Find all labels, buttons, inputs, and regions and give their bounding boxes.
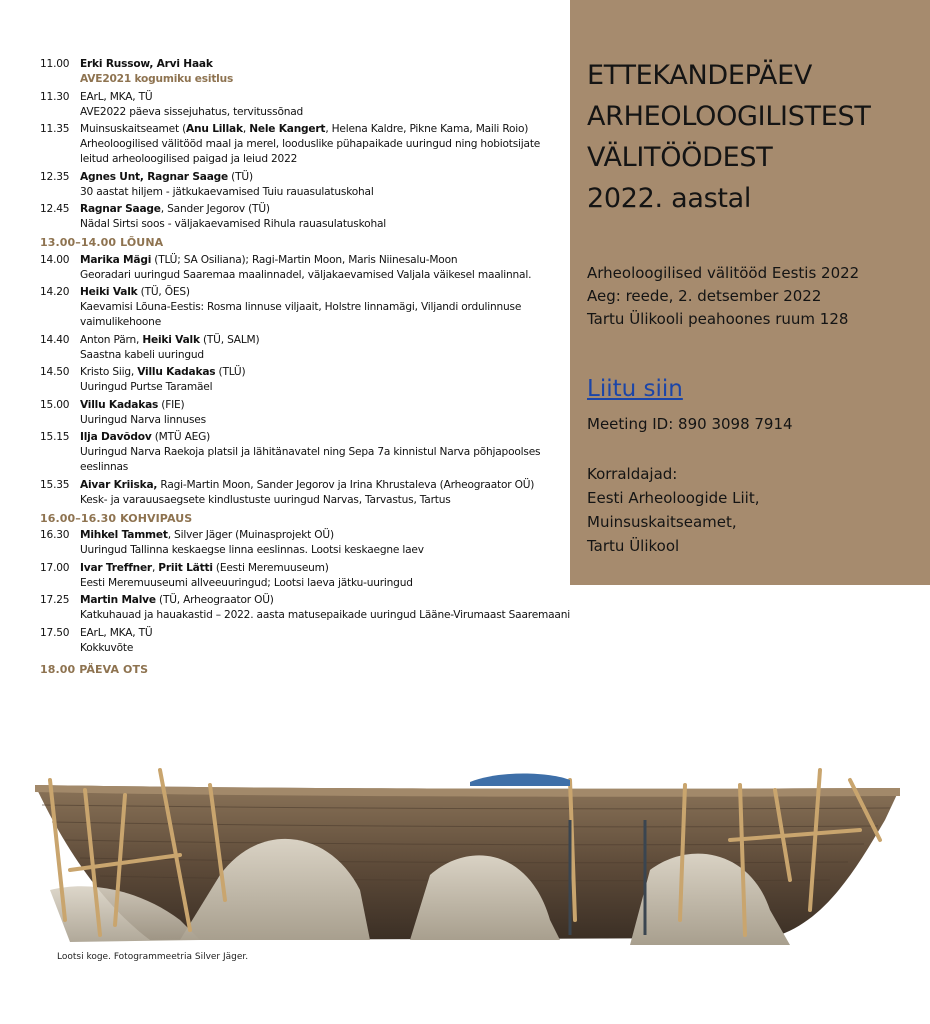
speakers: EArL, MKA, TÜ <box>80 90 153 103</box>
talk-subtitle: AVE2021 kogumiku esitlus <box>80 73 234 85</box>
schedule-item-1245 <box>40 202 570 232</box>
schedule-item-1420 <box>40 285 570 330</box>
speakers-rest: , Helena Kaldre, Pikne Kama, Maili Roio) <box>325 123 529 135</box>
time: 17.00 <box>40 561 70 574</box>
talk-title: Uuringud Tallinna keskaegse linna eeslinnas. Lootsi keskaegne laev <box>80 544 424 556</box>
speakers: Kristo Siig, <box>80 366 138 378</box>
talk-title: Uuringud Narva Raekoja platsil ja lähitänavatel ning Sepa 7a kinnistul Narva põhjapoolses eeslinnas <box>80 446 541 473</box>
organizer: Muinsuskaitseamet, <box>587 513 737 531</box>
time: 11.35 <box>40 123 70 135</box>
schedule-item-1500 <box>40 398 570 428</box>
talk-title: Georadari uuringud Saaremaa maalinnadel, väljakaevamised Valjala väikesel maalinnal. <box>80 268 532 281</box>
speaker-bold: Villu Kadakas <box>137 366 216 378</box>
meeting-id: Meeting ID: 890 3098 7914 <box>587 415 793 433</box>
schedule-item-1750 <box>40 626 570 656</box>
talk-title: 30 aastat hiljem - jätkukaevamised Tuiu rauasulatuskohal <box>80 185 374 198</box>
time: 14.20 <box>40 286 70 298</box>
talk-title: Nädal Sirtsi soos - väljakaevamised Rihula rauasulatuskohal <box>80 218 386 230</box>
shipwreck-photo <box>30 760 910 950</box>
schedule-item-1440 <box>40 333 570 363</box>
speakers-rest: (FIE) <box>158 398 185 411</box>
organizer: Tartu Ülikool <box>587 537 680 555</box>
event-location: Tartu Ülikooli peahoones ruum 128 <box>587 310 849 328</box>
time: 17.25 <box>40 594 70 606</box>
speaker-bold: Mihkel Tammet <box>80 529 168 541</box>
speakers: Muinsuskaitseamet ( <box>80 123 187 135</box>
talk-title: Kaevamisi Lõuna-Eestis: Rosma linnuse viljaait, Holstre linnamägi, Viljandi ordulinnuse vaimulikehoone <box>80 301 522 328</box>
time: 16.30 <box>40 529 70 541</box>
schedule-item-1725 <box>40 593 570 623</box>
speaker-bold: Anu Lillak <box>186 123 243 135</box>
speaker-bold: Priit Lätti <box>158 561 213 574</box>
title-line: ETTEKANDEPÄEV <box>587 60 813 91</box>
schedule-item-1400 <box>40 253 570 283</box>
speaker-bold: Ragnar Saage <box>80 203 161 215</box>
speakers-rest: (TLÜ) <box>215 366 246 378</box>
speaker-bold: Heiki Valk <box>80 286 138 298</box>
speaker-bold: Aivar Kriiska, <box>80 478 158 491</box>
schedule-item-1130 <box>40 90 570 120</box>
speaker-bold: Villu Kadakas <box>80 398 159 411</box>
schedule-item-1135 <box>40 122 570 167</box>
schedule <box>40 57 570 677</box>
talk-title: Kokkuvõte <box>80 641 134 654</box>
lunch-break: 13.00–14.00 LÕUNA <box>40 236 164 249</box>
time: 11.30 <box>40 90 70 103</box>
schedule-item-1700 <box>40 561 570 591</box>
speakers: EArL, MKA, TÜ <box>80 626 153 639</box>
organizers-label: Korraldajad: <box>587 465 678 483</box>
schedule-item-1450 <box>40 365 570 395</box>
time: 14.00 <box>40 253 70 266</box>
speakers-rest: (TÜ, ÕES) <box>137 286 190 298</box>
speakers-rest: (TÜ, Arheograator OÜ) <box>155 594 274 606</box>
schedule-item-1515 <box>40 430 570 475</box>
info-panel <box>570 0 930 585</box>
speakers-rest: (TÜ) <box>228 170 253 183</box>
speaker-bold: Ivar Treffner <box>80 561 152 574</box>
time: 17.50 <box>40 626 70 639</box>
title-line: VÄLITÖÖDEST <box>587 142 773 173</box>
speakers-rest: (TLÜ; SA Osiliana); Ragi-Martin Moon, Maris Niinesalu-Moon <box>151 253 458 266</box>
talk-title: Kesk- ja varauusaegsete kindlustuste uuringud Narvas, Tarvastus, Tartus <box>80 493 451 506</box>
schedule-item-1630 <box>40 528 570 558</box>
day-end: 18.00 PÄEVA OTS <box>40 662 149 676</box>
talk-title: Arheoloogilised välitööd maal ja merel, looduslike pühapaikade uuringud ning hobiotsijate leitud arheoloogilised paigad ja leiud 2022 <box>80 138 541 165</box>
talk-title: Uuringud Narva linnuses <box>80 413 206 426</box>
talk-title: Saastna kabeli uuringud <box>80 348 204 361</box>
event-name: Arheoloogilised välitööd Eestis 2022 <box>587 264 860 282</box>
speaker-bold: Nele Kangert <box>249 123 326 135</box>
speaker-bold: Ilja Davõdov <box>80 431 152 443</box>
speaker-bold: Heiki Valk <box>142 333 200 346</box>
organizer: Eesti Arheoloogide Liit, <box>587 489 760 507</box>
separator: , <box>242 123 250 135</box>
separator: , <box>151 561 159 574</box>
coffee-break: 16.00–16.30 KOHVIPAUS <box>40 511 193 525</box>
time: 12.45 <box>40 203 70 215</box>
time: 15.00 <box>40 398 70 411</box>
title-line: ARHEOLOOGILISTEST <box>587 101 871 132</box>
speaker-bold: Martin Malve <box>80 594 156 606</box>
time: 11.00 <box>40 58 70 70</box>
speakers: Erki Russow, Arvi Haak <box>80 58 213 70</box>
schedule-item-1100 <box>40 57 570 87</box>
speakers: Anton Pärn, <box>80 333 143 346</box>
speaker-bold: Marika Mägi <box>80 253 152 266</box>
event-info <box>587 262 927 331</box>
time: 15.15 <box>40 431 70 443</box>
talk-title: Eesti Meremuuseumi allveeuuringud; Lootsi laeva jätku-uuringud <box>80 576 413 589</box>
time: 14.50 <box>40 366 70 378</box>
speakers-rest: (TÜ, SALM) <box>199 333 260 346</box>
photo-caption: Lootsi koge. Fotogrammeetria Silver Jäger. <box>57 952 249 962</box>
event-date: Aeg: reede, 2. detsember 2022 <box>587 287 822 305</box>
time: 14.40 <box>40 333 70 346</box>
title-line: 2022. aastal <box>587 183 752 214</box>
talk-title: Katkuhauad ja hauakastid – 2022. aasta matusepaikade uuringud Lääne-Virumaast Saaremaani <box>80 609 570 621</box>
organizers <box>587 462 927 558</box>
event-title <box>587 55 927 219</box>
speakers-rest: (Eesti Meremuuseum) <box>212 561 329 574</box>
time: 12.35 <box>40 170 70 183</box>
speakers-rest: , Silver Jäger (Muinasprojekt OÜ) <box>167 529 334 541</box>
talk-title: AVE2022 päeva sissejuhatus, tervitussõnad <box>80 105 304 118</box>
schedule-item-1535 <box>40 478 570 508</box>
talk-title: Uuringud Purtse Taramäel <box>80 381 213 393</box>
join-link[interactable]: Liitu siin <box>587 376 683 402</box>
schedule-item-1235 <box>40 170 570 200</box>
speakers-rest: , Sander Jegorov (TÜ) <box>160 203 270 215</box>
time: 15.35 <box>40 478 70 491</box>
speaker-bold: Agnes Unt, Ragnar Saage <box>80 170 229 183</box>
speakers-rest: (MTÜ AEG) <box>151 431 211 443</box>
speakers-rest: Ragi-Martin Moon, Sander Jegorov ja Irina Khrustaleva (Arheograator OÜ) <box>157 478 535 491</box>
